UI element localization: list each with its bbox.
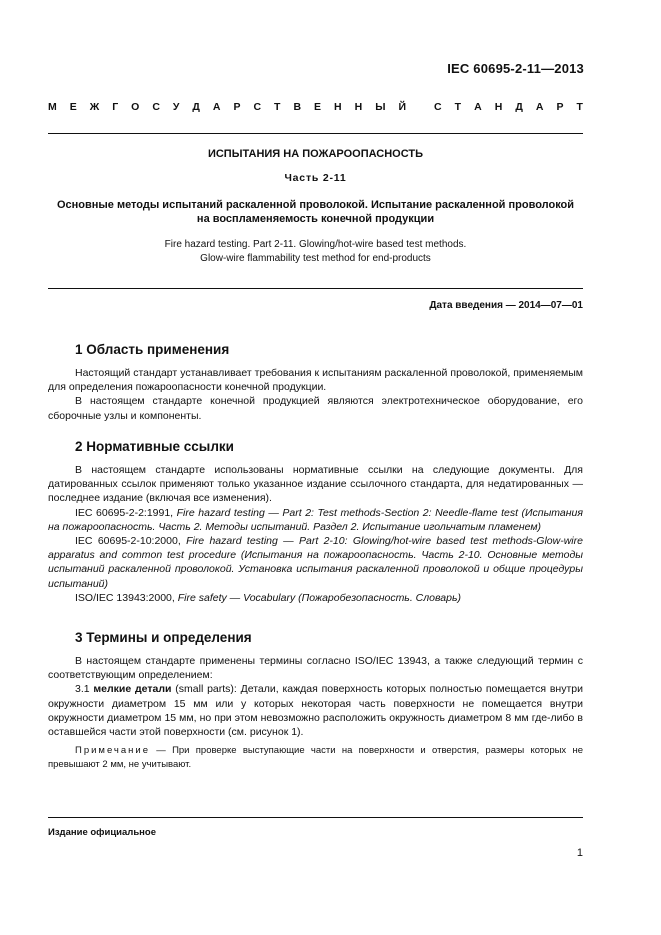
edition-label: Издание официальное (48, 827, 156, 838)
section-3-body (48, 654, 583, 739)
subtitle-line-2: на воспламеняемость конечной продукции (196, 213, 435, 225)
banner-letter: Т (576, 101, 583, 113)
english-title-line-2: Glow-wire flammability test method for end-products (200, 252, 431, 264)
reference-2-title: Fire hazard testing — Part 2-10: Glowing/hot-wire based test methods-Glow-wire apparatus and common test procedure (Испытания на пожароопасность. Часть 2-10. Основные методы испытаний раскаленной проволокой. Установка испытания раскаленной проволокой и общие процедуры испытаний) (48, 535, 583, 590)
reference-1-code: IEC 60695-2-2:1991, (75, 506, 177, 519)
banner-letter: А (212, 101, 221, 113)
banner-letter: Н (494, 101, 503, 113)
section-1-body (48, 366, 583, 423)
banner-letter: Ж (89, 101, 100, 113)
banner-letter: А (535, 101, 544, 113)
banner-word-interstate (48, 101, 406, 113)
reference-3 (48, 591, 583, 605)
banner-letter: Т (454, 101, 462, 113)
term-name: мелкие детали (93, 683, 172, 696)
banner-letter: Й (398, 101, 406, 113)
section-2-heading: 2 Нормативные ссылки (75, 439, 234, 454)
reference-1-title: Fire hazard testing — Part 2: Test methods-Section 2: Needle-flame test (Испытания на пожароопасность. Часть 2. Методы испытаний. Раздел 2. Испытание игольчатым пламенем) (48, 506, 583, 533)
banner-letter: С (152, 101, 160, 113)
english-title-line-1: Fire hazard testing. Part 2-11. Glowing/hot-wire based test methods. (164, 239, 467, 250)
header-rule (48, 133, 583, 134)
banner-letter: Е (69, 101, 77, 113)
title-rule (48, 288, 583, 289)
note-label: Примечание (75, 745, 150, 756)
reference-3-title: Fire safety — Vocabulary (Пожаробезопасность. Словарь) (177, 591, 461, 604)
banner-letter: У (172, 101, 180, 113)
section-1-heading: 1 Область применения (75, 342, 230, 357)
banner-letter: Д (192, 101, 200, 113)
reference-2-code: IEC 60695-2-10:2000, (75, 535, 187, 548)
reference-2 (48, 534, 583, 591)
banner-letter: Т (274, 101, 281, 113)
reference-3-code: ISO/IEC 13943:2000, (75, 591, 178, 604)
banner-letter: О (131, 101, 140, 113)
banner-letter: Ы (375, 101, 386, 113)
note (48, 744, 583, 771)
banner-letter: С (434, 101, 442, 113)
banner-letter: А (474, 101, 482, 113)
page-number: 1 (576, 847, 583, 859)
reference-1 (48, 506, 583, 534)
banner-letter: Р (233, 101, 241, 113)
section-3-heading: 3 Термины и определения (75, 630, 252, 645)
term-definition-text: (small parts): Детали, каждая поверхность которых полностью помещается внутри окружности диаметром 15 мм или у которых некоторая часть поверхности не помещается внутри окружности диаметром 15 мм, но при этом невозможно расположить окружность диаметром 8 мм где-либо в оставшейся части этой поверхности (см. рисунок 1). (48, 683, 583, 739)
document-subtitle (48, 198, 583, 226)
section-3-paragraph-1: В настоящем стандарте применены термины согласно ISO/IEC 13943, а также следующий термин с соответствующим определением: (48, 655, 583, 682)
introduction-date: Дата введения — 2014—07—01 (429, 300, 583, 311)
banner-letter: С (253, 101, 262, 113)
footer-rule (48, 817, 583, 818)
banner-letter: М (48, 101, 57, 113)
document-number: IEC 60695-2-11—2013 (447, 61, 584, 76)
term-number: 3.1 (75, 683, 94, 696)
banner-letter: Г (112, 101, 119, 113)
banner-letter: В (293, 101, 302, 113)
subtitle-line-1: Основные методы испытаний раскаленной проволокой. Испытание раскаленной проволокой (56, 199, 575, 211)
banner-letter: Е (314, 101, 322, 113)
banner-letter: Р (556, 101, 564, 113)
banner-letter: Н (334, 101, 342, 113)
term-definition (48, 682, 583, 739)
banner-letter: Д (515, 101, 523, 113)
section-2-paragraph-1: В настоящем стандарте использованы нормативные ссылки на следующие документы. Для датированных ссылок применяют только указанное издание ссылочного стандарта, для недатированных — последнее издание (включая все изменения). (48, 464, 583, 505)
section-1-paragraph-2: В настоящем стандарте конечной продукцией являются электротехническое оборудование, его сборочные узлы и компоненты. (48, 395, 583, 422)
document-title: ИСПЫТАНИЯ НА ПОЖАРООПАСНОСТЬ (207, 148, 424, 160)
interstate-standard-banner (48, 101, 583, 113)
section-2-body (48, 463, 583, 605)
section-1-paragraph-1: Настоящий стандарт устанавливает требования к испытаниям раскаленной проволокой, применяемым для определения пожароопасности конечной продукции. (48, 367, 583, 394)
banner-letter: Н (354, 101, 363, 113)
part-number: Часть 2-11 (284, 172, 347, 184)
banner-word-standard (434, 101, 583, 113)
note-text: — При проверке выступающие части на поверхности и отверстия, размеры которых не превышают 2 мм, не учитывают. (48, 745, 583, 770)
english-title (48, 238, 583, 265)
